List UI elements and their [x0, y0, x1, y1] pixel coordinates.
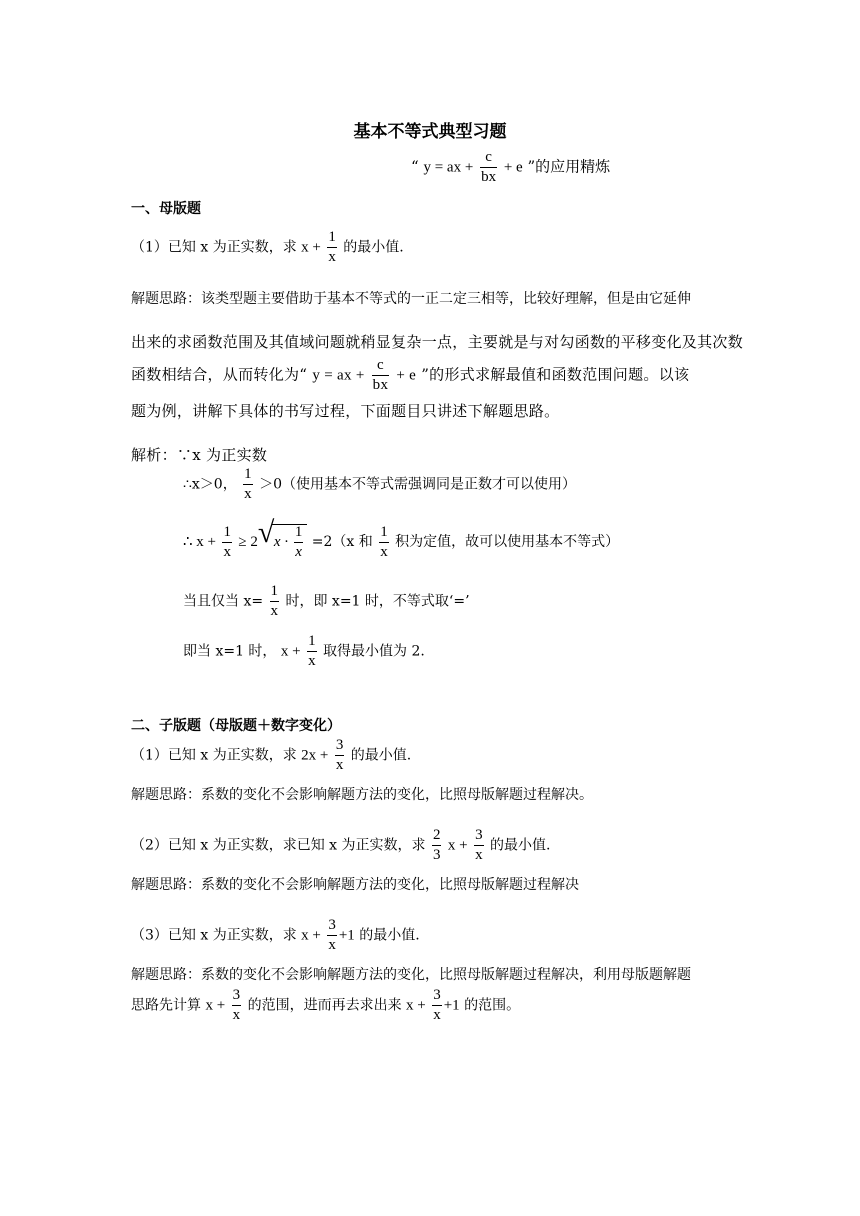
- analysis-text: 取得最小值为 2.: [323, 643, 425, 660]
- section2-q3-approach-line2: [131, 988, 520, 1023]
- fraction-denominator: x: [270, 603, 279, 619]
- analysis-line-2: [183, 467, 576, 502]
- analysis-text: ∴x＞0，: [183, 476, 237, 493]
- fraction-denominator: x: [433, 1007, 441, 1023]
- approach-text: 的范围。: [464, 997, 521, 1014]
- fraction-denominator: bx: [372, 377, 389, 393]
- analysis-text: =2（x 和: [311, 534, 373, 550]
- fraction-numerator: 1: [222, 525, 232, 543]
- approach-text: 思路先计算: [131, 997, 201, 1014]
- question-fraction: [327, 230, 337, 265]
- analysis-text: 积为定值，故可以使用基本不等式）: [395, 534, 620, 550]
- approach-line-3-prefix: 函数相结合，从而转化为“: [131, 365, 308, 384]
- question-prefix: （1）已知 x 为正实数，求: [131, 747, 297, 764]
- section2-heading: 二、子版题（母版题＋数字变化）: [131, 718, 341, 734]
- subtitle-formula-fraction: [480, 150, 497, 185]
- subtitle: [411, 150, 610, 185]
- fraction-denominator: bx: [481, 169, 497, 185]
- fraction-numerator: 3: [432, 988, 442, 1006]
- approach-formula-fraction: [372, 358, 390, 393]
- fraction-denominator: x: [328, 937, 336, 953]
- analysis-label: 解析：: [131, 446, 177, 464]
- approach-text: 的范围，进而再去求出来: [247, 997, 402, 1014]
- analysis-expr: ≥ 2: [238, 534, 258, 550]
- fraction-numerator: 1: [327, 230, 337, 248]
- approach-line-3-suffix: ”的形式求解最值和函数范围问题。以该: [421, 365, 690, 384]
- section2-q3-approach-line1: 解题思路：系数的变化不会影响解题方法的变化，比照母版解题过程解决，利用母版题解题: [131, 967, 691, 983]
- fraction-denominator: x: [244, 486, 252, 502]
- question-suffix: 的最小值.: [343, 239, 404, 256]
- analysis-line-3: [183, 516, 620, 560]
- question-prefix: （1）已知 x 为正实数，求: [131, 239, 297, 256]
- fraction-numerator: 1: [379, 525, 389, 543]
- fraction-denominator: x: [475, 847, 483, 863]
- section1-question1: [131, 230, 404, 265]
- subtitle-prefix: “: [411, 157, 419, 176]
- approach-fraction: [232, 988, 242, 1023]
- analysis-fraction: [222, 525, 232, 560]
- approach-formula-lhs: y = ax +: [312, 367, 365, 384]
- fraction-numerator: 3: [232, 988, 242, 1006]
- section2-question2: [131, 828, 550, 863]
- question-fraction: [335, 738, 345, 773]
- subtitle-formula-lhs: y = ax +: [423, 159, 474, 176]
- analysis-fraction: [379, 525, 389, 560]
- analysis-line-5: [183, 634, 425, 669]
- question-tail: +1: [338, 927, 355, 944]
- analysis-fraction: [243, 467, 253, 502]
- fraction-numerator: 1: [307, 634, 317, 652]
- question-suffix: 的最小值.: [350, 747, 412, 764]
- fraction-denominator: 3: [432, 847, 441, 863]
- analysis-text: 即当 x=1 时，: [183, 643, 277, 660]
- question-fraction: [474, 828, 484, 863]
- question-suffix: 的最小值.: [359, 927, 420, 944]
- fraction-numerator: 1: [243, 467, 253, 485]
- analysis-fraction: [270, 584, 280, 619]
- question-expr: x +: [301, 927, 321, 944]
- analysis-text: 当且仅当 x=: [183, 593, 264, 610]
- fraction-numerator: c: [480, 150, 497, 168]
- question-suffix: 的最小值.: [490, 837, 551, 854]
- radicand-fraction: [294, 525, 304, 560]
- approach-expr: x +: [205, 997, 226, 1014]
- analysis-line-4: [183, 584, 470, 619]
- question-fraction: [432, 828, 442, 863]
- section2-q2-approach: 解题思路：系数的变化不会影响解题方法的变化，比照母版解题过程解决: [131, 877, 579, 893]
- analysis-line-1: [131, 444, 267, 465]
- approach-fraction: [432, 988, 442, 1023]
- square-root: [257, 516, 307, 560]
- radicand-text: x ·: [273, 533, 289, 550]
- approach-line-2: 出来的求函数范围及其值域问题就稍显复杂一点，主要就是与对勾函数的平移变化及其次数: [131, 333, 744, 351]
- fraction-numerator: 3: [474, 828, 484, 846]
- fraction-denominator: x: [232, 1007, 241, 1023]
- question-prefix: （2）已知 x 为正实数，求已知 x 为正实数，求: [131, 837, 426, 854]
- question-expr: x +: [447, 837, 468, 854]
- question-expr: x +: [301, 239, 321, 256]
- fraction-numerator: c: [372, 358, 390, 376]
- subtitle-formula-rhs: + e: [503, 159, 523, 176]
- fraction-denominator: x: [328, 249, 336, 265]
- question-expr: 2x +: [301, 747, 329, 764]
- section2-q1-approach: 解题思路：系数的变化不会影响解题方法的变化，比照母版解题过程解决。: [131, 787, 593, 803]
- fraction-numerator: 2: [432, 828, 442, 846]
- approach-line-4: 题为例，讲解下具体的书写过程，下面题目只讲述下解题思路。: [131, 402, 560, 420]
- approach-tail: +1: [443, 997, 460, 1014]
- subtitle-suffix: ”的应用精炼: [527, 157, 611, 176]
- section2-question1: [131, 738, 411, 773]
- fraction-numerator: 1: [270, 584, 280, 602]
- analysis-fraction: [307, 634, 317, 669]
- analysis-text: ＞0（使用基本不等式需强调同是正数才可以使用）: [259, 476, 577, 493]
- approach-line-3: [131, 358, 689, 393]
- section1-heading: 一、母版题: [131, 201, 201, 217]
- question-fraction: [327, 918, 337, 953]
- fraction-numerator: 3: [335, 738, 345, 756]
- analysis-expr: ∴ x +: [183, 534, 217, 550]
- fraction-denominator: x: [223, 543, 231, 560]
- fraction-denominator: x: [295, 544, 302, 560]
- question-prefix: （3）已知 x 为正实数，求: [131, 927, 297, 944]
- fraction-denominator: x: [380, 543, 388, 560]
- approach-expr: x +: [406, 997, 426, 1014]
- analysis-premise: ∵x 为正实数: [176, 446, 268, 464]
- fraction-denominator: x: [335, 757, 344, 773]
- fraction-numerator: 3: [327, 918, 337, 936]
- analysis-expr: x +: [280, 643, 301, 660]
- analysis-text: 时，即 x=1 时，不等式取‘=’: [285, 593, 470, 610]
- approach-formula-rhs: + e: [396, 367, 417, 384]
- fraction-numerator: 1: [294, 525, 304, 543]
- approach-line-1: 解题思路：该类型题主要借助于基本不等式的一正二定三相等，比较好理解，但是由它延伸: [131, 291, 691, 307]
- fraction-denominator: x: [308, 653, 316, 669]
- radical-sign-icon: √: [257, 516, 275, 549]
- section2-question3: [131, 918, 420, 953]
- page-title: 基本不等式典型习题: [353, 122, 507, 142]
